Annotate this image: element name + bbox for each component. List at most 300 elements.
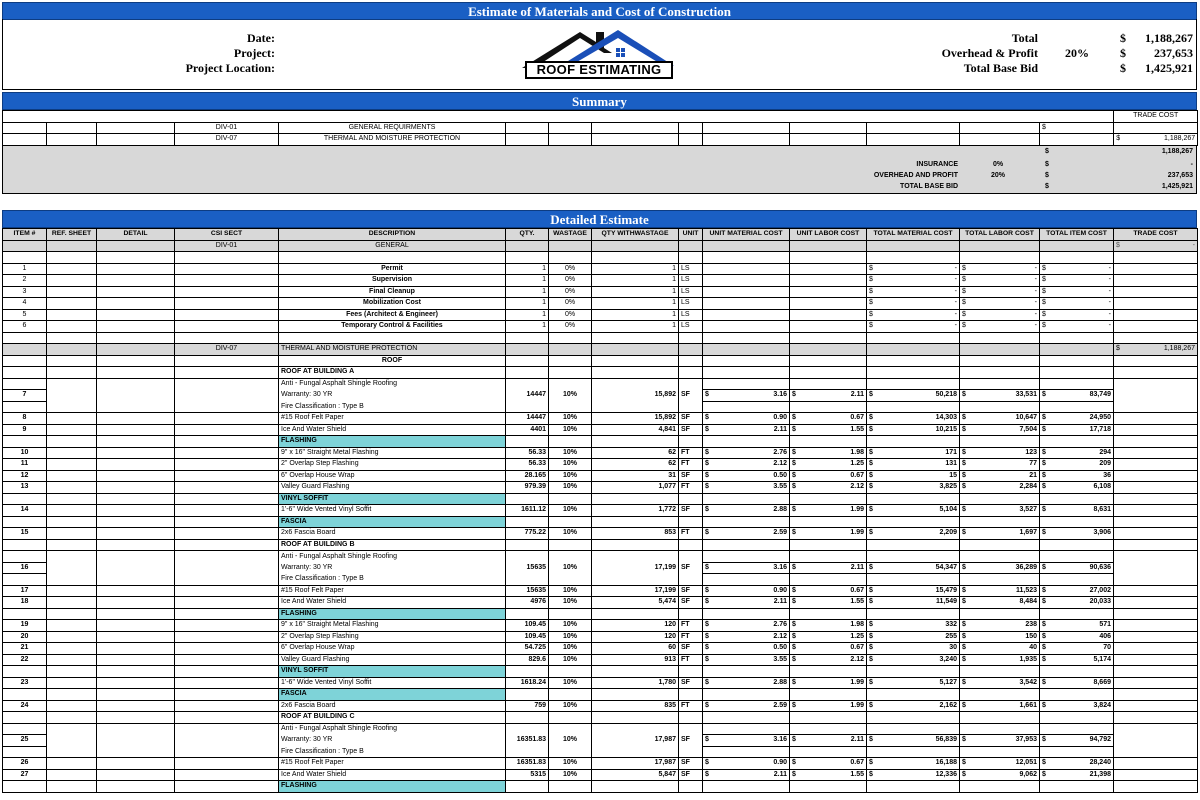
empty-cell	[47, 574, 97, 586]
empty-cell	[549, 539, 592, 551]
item-number: 5	[3, 309, 47, 321]
amount: 5,104	[939, 506, 957, 514]
total-item-cost	[1040, 505, 1114, 517]
currency-symbol: $	[869, 310, 873, 318]
empty-cell	[175, 712, 279, 724]
column-header: DETAIL	[97, 229, 175, 241]
empty-cell	[97, 654, 175, 666]
item-desc: Anti - Fungal Asphalt Shingle Roofing	[279, 378, 506, 390]
unit-material-cost	[703, 631, 790, 643]
total-labor-cost	[960, 654, 1040, 666]
division-desc: THERMAL AND MOISTURE PROTECTION	[279, 344, 506, 356]
qty	[506, 551, 549, 563]
empty-cell	[703, 781, 790, 793]
item-desc: Warranty: 30 YR	[279, 562, 506, 574]
total-item-cost	[1040, 309, 1114, 321]
empty-cell	[790, 321, 867, 333]
currency-symbol: $	[1045, 172, 1049, 179]
currency-symbol: $	[1120, 31, 1126, 45]
amount: 209	[1099, 460, 1111, 468]
qty-with-wastage: 1,772	[592, 505, 679, 517]
amount: 3,542	[1019, 678, 1037, 686]
currency-symbol: $	[792, 678, 796, 686]
unit: SF	[679, 735, 703, 747]
empty-cell	[175, 574, 279, 586]
qty: 1611.12	[506, 505, 549, 517]
item-desc: Mobilization Cost	[279, 298, 506, 310]
qty-with-wastage: 62	[592, 447, 679, 459]
currency-symbol: $	[705, 460, 709, 468]
amount: 14,303	[935, 414, 957, 422]
currency-symbol: $	[869, 299, 873, 307]
overhead-pct: 20%	[1065, 46, 1089, 60]
unit: LS	[679, 298, 703, 310]
amount: 1,697	[1019, 529, 1037, 537]
item-desc: #15 Roof Felt Paper	[279, 758, 506, 770]
currency-symbol: $	[962, 598, 966, 606]
unit-material-cost	[703, 735, 790, 747]
amount: 0.67	[850, 644, 864, 652]
total-labor-cost	[960, 505, 1040, 517]
trade-cost	[1114, 505, 1198, 517]
amount: 2.11	[773, 598, 787, 606]
empty-cell	[175, 263, 279, 275]
summary-cost	[1114, 122, 1198, 134]
qty	[506, 574, 549, 586]
total-material-cost	[867, 459, 960, 471]
empty-cell	[97, 551, 175, 563]
currency-symbol: $	[962, 448, 966, 456]
empty-cell	[1114, 712, 1198, 724]
empty-cell	[506, 355, 549, 367]
currency-symbol: $	[1042, 598, 1046, 606]
detailed-estimate-table	[2, 228, 1198, 793]
unit-material-cost	[703, 758, 790, 770]
currency-symbol: $	[962, 770, 966, 778]
empty-cell	[175, 769, 279, 781]
amount: 1,188,267	[1163, 345, 1195, 353]
trade-cost	[1114, 643, 1198, 655]
empty-cell	[549, 493, 592, 505]
total-labor-cost	[960, 321, 1040, 333]
empty-cell	[960, 252, 1040, 264]
item-number: 25	[3, 735, 47, 747]
section-row	[3, 367, 1198, 379]
total-labor-cost	[960, 735, 1040, 747]
empty-cell	[790, 712, 867, 724]
item-desc: #15 Roof Felt Paper	[279, 413, 506, 425]
currency-symbol: $	[1042, 471, 1046, 479]
unit: SF	[679, 424, 703, 436]
empty-cell	[47, 562, 97, 574]
empty-cell	[97, 263, 175, 275]
amount: -	[1108, 287, 1111, 295]
empty-cell	[506, 781, 549, 793]
amount: 2.88	[773, 678, 787, 686]
empty-cell	[97, 781, 175, 793]
empty-cell	[790, 516, 867, 528]
qty: 1	[506, 298, 549, 310]
unit-material-cost	[703, 505, 790, 517]
unit-material-cost	[703, 769, 790, 781]
empty-cell	[3, 367, 47, 379]
item-number: 3	[3, 286, 47, 298]
empty-cell	[506, 608, 549, 620]
amount: 83,749	[1089, 391, 1111, 399]
wastage: 10%	[549, 447, 592, 459]
amount: 12,336	[935, 770, 957, 778]
empty-cell	[506, 332, 549, 344]
trade-cost	[1114, 562, 1198, 574]
empty-cell	[97, 608, 175, 620]
wastage: 0%	[549, 298, 592, 310]
empty-cell	[592, 332, 679, 344]
total-material-cost	[867, 275, 960, 287]
qty: 16351.83	[506, 735, 549, 747]
empty-cell	[592, 436, 679, 448]
empty-cell	[97, 758, 175, 770]
currency-symbol: $	[962, 276, 966, 284]
currency-symbol: $	[962, 701, 966, 709]
overhead-profit-pct: 20%	[991, 172, 1006, 179]
empty-cell	[1040, 378, 1114, 390]
empty-cell	[97, 643, 175, 655]
total-material-cost	[867, 631, 960, 643]
currency-symbol: $	[705, 506, 709, 514]
empty-cell	[592, 539, 679, 551]
amount: 5,127	[939, 678, 957, 686]
amount: 20,033	[1089, 598, 1111, 606]
empty-cell	[47, 309, 97, 321]
empty-cell	[47, 758, 97, 770]
total-labor-cost	[960, 309, 1040, 321]
empty-cell	[1114, 666, 1198, 678]
table-row	[3, 309, 1198, 321]
empty-cell	[1040, 401, 1114, 413]
qty: 759	[506, 700, 549, 712]
unit-labor-cost	[790, 562, 867, 574]
empty-cell	[47, 470, 97, 482]
empty-cell	[47, 620, 97, 632]
total-labor-cost	[960, 413, 1040, 425]
empty-cell	[1040, 712, 1114, 724]
amount: 2.11	[850, 391, 864, 399]
qty-with-wastage: 15,892	[592, 390, 679, 402]
empty-cell	[592, 712, 679, 724]
empty-cell	[97, 252, 175, 264]
empty-cell	[960, 436, 1040, 448]
trade-cost	[1114, 298, 1198, 310]
amount: 21	[1029, 471, 1037, 479]
currency-symbol: $	[705, 598, 709, 606]
amount: 1,661	[1019, 701, 1037, 709]
empty-cell	[867, 436, 960, 448]
section-row	[3, 493, 1198, 505]
currency-symbol: $	[1116, 345, 1120, 353]
amount: 2,209	[939, 529, 957, 537]
total-material-cost	[867, 654, 960, 666]
empty-cell	[279, 252, 506, 264]
section-row	[3, 436, 1198, 448]
section-label: FLASHING	[279, 436, 506, 448]
trade-cost	[1114, 551, 1198, 563]
empty-cell	[790, 367, 867, 379]
empty-cell	[703, 344, 790, 356]
empty-cell	[1040, 436, 1114, 448]
total-labor-cost	[960, 700, 1040, 712]
insurance-pct: 0%	[993, 161, 1004, 168]
empty-cell	[703, 436, 790, 448]
unit-material-cost	[703, 585, 790, 597]
currency-symbol: $	[962, 425, 966, 433]
empty-cell	[679, 781, 703, 793]
total-item-cost	[1040, 482, 1114, 494]
amount: 10,647	[1015, 414, 1037, 422]
currency-symbol: $	[962, 529, 966, 537]
total-label: Total	[1011, 31, 1038, 45]
unit-material-cost	[703, 528, 790, 540]
empty-cell	[97, 321, 175, 333]
qty: 979.39	[506, 482, 549, 494]
table-row	[3, 447, 1198, 459]
currency-symbol: $	[792, 598, 796, 606]
unit-labor-cost	[790, 459, 867, 471]
amount: 2,162	[939, 701, 957, 709]
amount: 1,935	[1019, 655, 1037, 663]
unit: SF	[679, 677, 703, 689]
qty-with-wastage	[592, 723, 679, 735]
amount: 15,479	[935, 586, 957, 594]
empty-cell	[1114, 367, 1198, 379]
currency-symbol: $	[869, 276, 873, 284]
currency-symbol: $	[1045, 148, 1049, 155]
detailed-estimate-banner: Detailed Estimate	[2, 210, 1197, 228]
overhead-value: 237,653	[1154, 46, 1193, 60]
unit: LS	[679, 309, 703, 321]
empty-cell	[97, 401, 175, 413]
empty-cell	[867, 608, 960, 620]
currency-symbol: $	[705, 586, 709, 594]
empty-cell	[47, 631, 97, 643]
currency-symbol: $	[962, 287, 966, 295]
column-header: WASTAGE	[549, 229, 592, 241]
total-material-cost	[867, 528, 960, 540]
currency-symbol: $	[705, 759, 709, 767]
empty-cell	[549, 367, 592, 379]
unit-labor-cost	[790, 585, 867, 597]
item-desc: Anti - Fungal Asphalt Shingle Roofing	[279, 723, 506, 735]
amount: 17,718	[1089, 425, 1111, 433]
empty-cell	[549, 666, 592, 678]
qty-with-wastage: 62	[592, 459, 679, 471]
currency-symbol: $	[1116, 135, 1121, 143]
qty-with-wastage: 1	[592, 321, 679, 333]
item-desc: Final Cleanup	[279, 286, 506, 298]
empty-cell	[703, 401, 790, 413]
empty-cell	[790, 309, 867, 321]
amount: 3.16	[773, 736, 787, 744]
amount: 50,218	[935, 391, 957, 399]
empty-cell	[790, 551, 867, 563]
qty-with-wastage: 1	[592, 298, 679, 310]
currency-symbol: $	[1042, 391, 1046, 399]
empty-cell	[97, 666, 175, 678]
item-number: 13	[3, 482, 47, 494]
amount: 0.67	[850, 414, 864, 422]
trade-cost	[1114, 447, 1198, 459]
amount: 27,002	[1089, 586, 1111, 594]
empty-cell	[175, 677, 279, 689]
total-item-cost	[1040, 597, 1114, 609]
amount: 56,839	[935, 736, 957, 744]
unit-labor-cost	[790, 677, 867, 689]
empty-cell	[790, 298, 867, 310]
unit: FT	[679, 528, 703, 540]
empty-cell	[175, 309, 279, 321]
empty-cell	[97, 528, 175, 540]
unit-labor-cost	[790, 424, 867, 436]
empty-cell	[175, 620, 279, 632]
wastage: 10%	[549, 390, 592, 402]
section-row	[3, 608, 1198, 620]
qty	[506, 746, 549, 758]
empty-cell	[1114, 436, 1198, 448]
qty-with-wastage: 853	[592, 528, 679, 540]
amount: 7,504	[1019, 425, 1037, 433]
total-material-cost	[867, 482, 960, 494]
unit-labor-cost	[790, 597, 867, 609]
division-desc: GENERAL	[279, 240, 506, 252]
qty: 1	[506, 321, 549, 333]
empty-cell	[97, 470, 175, 482]
total-labor-cost	[960, 447, 1040, 459]
total-labor-cost	[960, 597, 1040, 609]
empty-cell	[506, 252, 549, 264]
empty-cell	[97, 482, 175, 494]
wastage: 10%	[549, 482, 592, 494]
qty-with-wastage: 31	[592, 470, 679, 482]
currency-symbol: $	[705, 471, 709, 479]
total-item-cost	[1040, 459, 1114, 471]
total-item-cost	[1040, 585, 1114, 597]
empty-cell	[867, 378, 960, 390]
total-item-cost	[1040, 390, 1114, 402]
wastage: 0%	[549, 321, 592, 333]
trade-cost	[1114, 344, 1198, 356]
overhead-profit-label: OVERHEAD AND PROFIT	[873, 172, 958, 179]
empty-cell	[47, 539, 97, 551]
empty-cell	[47, 643, 97, 655]
amount: -	[1034, 322, 1037, 330]
empty-cell	[175, 459, 279, 471]
trade-cost	[1114, 286, 1198, 298]
empty-cell	[97, 286, 175, 298]
empty-cell	[175, 252, 279, 264]
summary-desc: GENERAL REQUIRMENTS	[279, 122, 506, 134]
empty-cell	[175, 436, 279, 448]
unit-labor-cost	[790, 700, 867, 712]
currency-symbol: $	[792, 770, 796, 778]
unit-material-cost	[703, 700, 790, 712]
empty-cell	[679, 666, 703, 678]
empty-cell	[703, 355, 790, 367]
wastage: 10%	[549, 700, 592, 712]
currency-symbol: $	[962, 759, 966, 767]
currency-symbol: $	[792, 529, 796, 537]
currency-symbol: $	[792, 425, 796, 433]
currency-symbol: $	[869, 678, 873, 686]
currency-symbol: $	[1042, 529, 1046, 537]
empty-cell	[790, 608, 867, 620]
item-desc: 9" x 16" Straight Metal Flashing	[279, 447, 506, 459]
empty-cell	[867, 666, 960, 678]
qty: 1	[506, 309, 549, 321]
wastage	[549, 723, 592, 735]
table-row	[3, 390, 1198, 402]
item-number: 6	[3, 321, 47, 333]
currency-symbol: $	[962, 483, 966, 491]
total-labor-cost	[960, 631, 1040, 643]
amount: 2.12	[850, 483, 864, 491]
currency-symbol: $	[869, 391, 873, 399]
empty-cell	[175, 654, 279, 666]
currency-symbol: $	[869, 529, 873, 537]
insurance-value: -	[1190, 161, 1193, 168]
empty-cell	[960, 551, 1040, 563]
total-item-cost	[1040, 298, 1114, 310]
table-row	[3, 723, 1198, 735]
currency-symbol: $	[1042, 586, 1046, 594]
item-number: 17	[3, 585, 47, 597]
currency-symbol: $	[1042, 563, 1046, 571]
qty: 775.22	[506, 528, 549, 540]
qty: 15635	[506, 562, 549, 574]
total-item-cost	[1040, 321, 1114, 333]
unit	[679, 378, 703, 390]
empty-cell	[1040, 539, 1114, 551]
empty-cell	[703, 551, 790, 563]
currency-symbol: $	[792, 506, 796, 514]
total-item-cost	[1040, 470, 1114, 482]
division-row	[3, 344, 1198, 356]
amount: 294	[1099, 448, 1111, 456]
empty-cell	[790, 746, 867, 758]
total-labor-cost	[960, 424, 1040, 436]
unit-labor-cost	[790, 528, 867, 540]
unit-labor-cost	[790, 447, 867, 459]
currency-symbol: $	[869, 322, 873, 330]
currency-symbol: $	[792, 759, 796, 767]
currency-symbol: $	[1042, 701, 1046, 709]
total-labor-cost	[960, 459, 1040, 471]
empty-cell	[47, 666, 97, 678]
currency-symbol: $	[1045, 161, 1049, 168]
amount: -	[1108, 299, 1111, 307]
table-row	[3, 597, 1198, 609]
amount: 1.55	[850, 598, 864, 606]
currency-symbol: $	[1042, 736, 1046, 744]
empty-cell	[592, 781, 679, 793]
amount: 3,906	[1093, 529, 1111, 537]
item-desc: Warranty: 30 YR	[279, 735, 506, 747]
amount: 2.76	[773, 448, 787, 456]
qty-with-wastage: 60	[592, 643, 679, 655]
currency-symbol: $	[1042, 264, 1046, 272]
empty-cell	[506, 666, 549, 678]
amount: 1.55	[850, 425, 864, 433]
total-material-cost	[867, 390, 960, 402]
empty-cell	[1040, 781, 1114, 793]
